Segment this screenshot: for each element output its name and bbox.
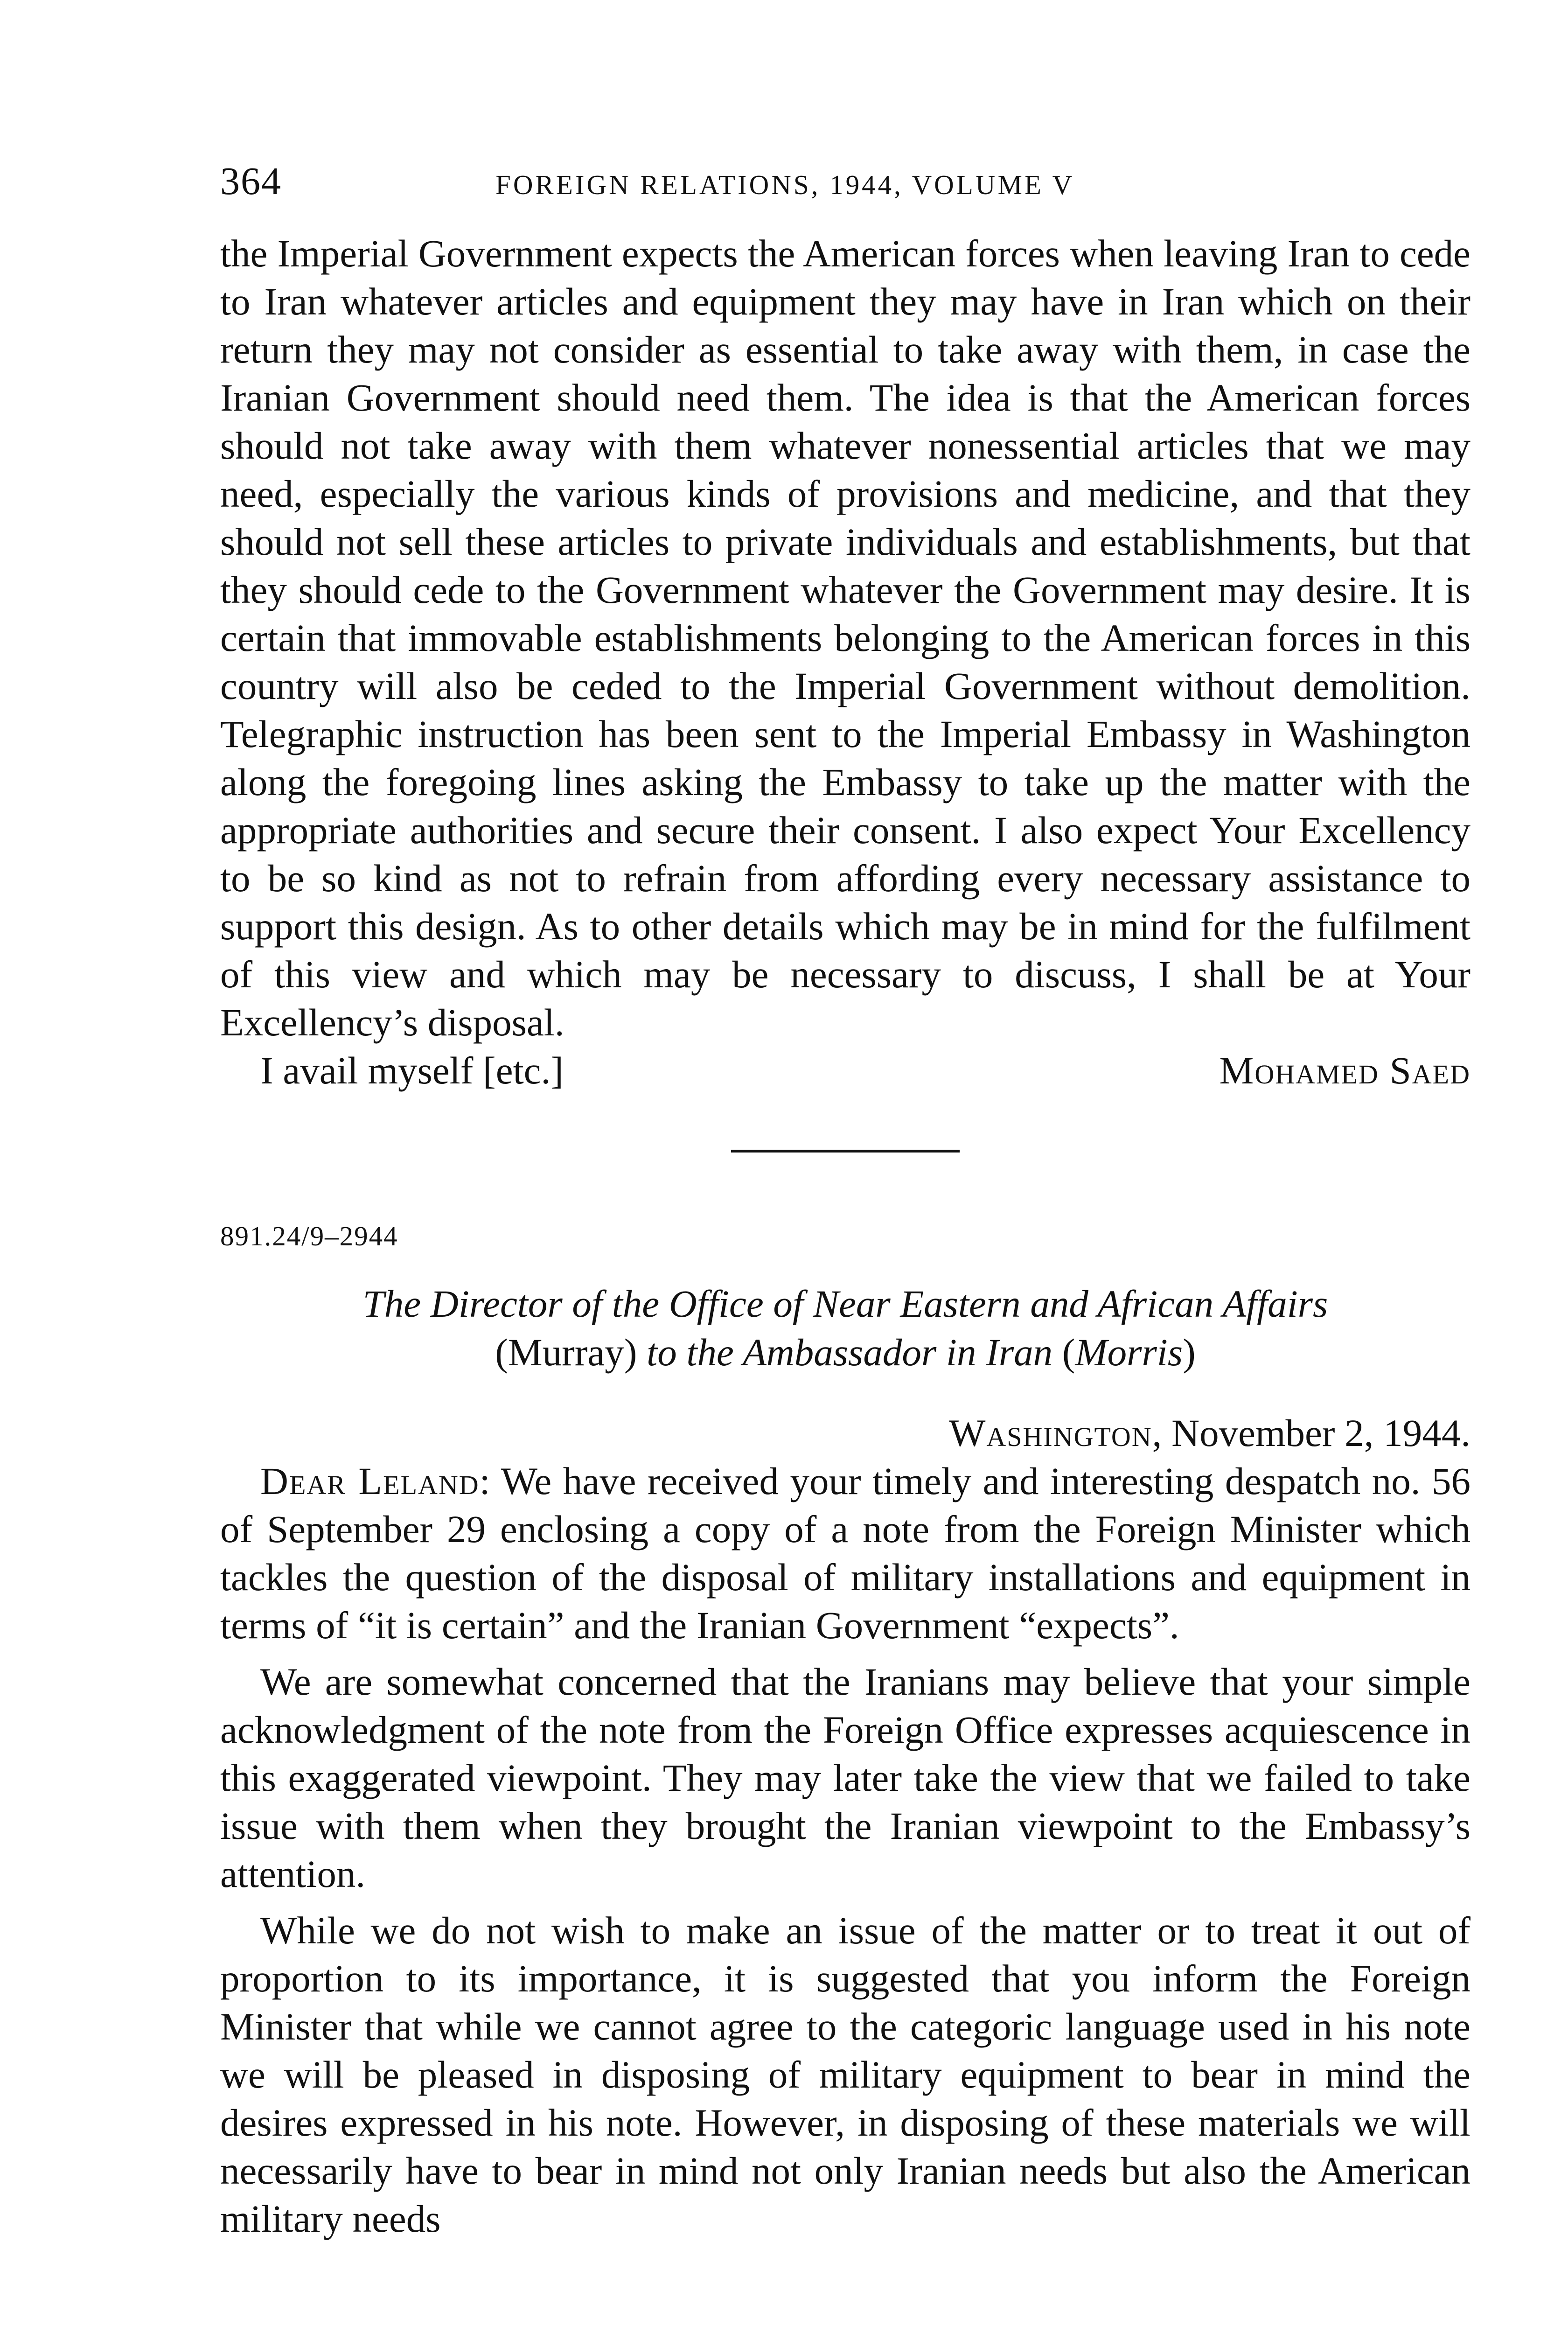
title-paren-open: (Murray	[495, 1331, 624, 1374]
title-paren-close-2: )	[1183, 1331, 1196, 1374]
title-recipient: to the Ambassador in Iran	[637, 1331, 1062, 1374]
file-number: 891.24/9–2944	[220, 1221, 398, 1251]
letter-paragraph-2: We are somewhat concerned that the Iranians may believe that your simple acknowledgment of the note from the Foreign Office expresses acquiescence in this exaggerated viewpoint. They may later take the view that we failed to take issue with them when they brought the Iranian viewpoint to the Embassy’s attention.	[220, 1660, 1470, 1895]
title-line-1: The Director of the Office of Near Eastern and African Affairs	[362, 1282, 1328, 1325]
dateline-date: , November 2, 1944.	[1152, 1411, 1470, 1454]
dateline	[220, 1409, 1470, 1457]
page-number: 364	[220, 160, 282, 203]
title-line-2	[276, 1328, 1415, 1376]
page-header	[220, 159, 1470, 210]
section-divider	[731, 1150, 960, 1153]
title-paren-open-2: (	[1062, 1331, 1075, 1374]
title-recipient-name: Morris	[1075, 1331, 1183, 1374]
continued-note-paragraph: the Imperial Government expects the American forces when leaving Iran to cede to Iran whatever articles and equipment they may have in Iran which on their return they may not consider as essential to take away with them, in case the Iranian Government should need them. The idea is that the American forces should not take away with them whatever nonessential articles that we may need, especially the various kinds of provisions and medicine, and that they should not sell these articles to private individuals and establishments, but that they should cede to the Government whatever the Government may desire. It is certain that immovable establishments belonging to the American forces in this country will also be ceded to the Imperial Government without demolition. Telegraphic instruction has been sent to the Imperial Embassy in Washington along the foregoing lines asking the Embassy to take up the matter with the appropriate authorities and secure their consent. I also expect Your Excellency to be so kind as not to refrain from affording every necessary assistance to support this design. As to other details which may be in mind for the fulfilment of this view and which may be necessary to discuss, I shall be at Your Excellency’s disposal.	[220, 232, 1470, 1044]
signature: Mohamed Saed	[1219, 1049, 1470, 1092]
letter-paragraph-1	[220, 1457, 1470, 1649]
dateline-place: Washington	[949, 1411, 1152, 1454]
closing-text: I avail myself [etc.]	[260, 1049, 564, 1092]
running-head: FOREIGN RELATIONS, 1944, VOLUME V	[495, 169, 1075, 200]
title-paren-close: )	[624, 1331, 637, 1374]
letter-paragraph-1-text: : We have received your timely and interesting despatch no. 56 of September 29 enclosing a copy of a note from the Foreign Minister which tackles the question of the disposal of military installations and equipment in terms of “it is certain” and the Iranian Government “expects”.	[220, 1460, 1471, 1647]
letter-paragraph-3: While we do not wish to make an issue of the matter or to treat it out of proportion to its importance, it is suggested that you inform the Foreign Minister that while we cannot agree to the categoric language used in his note we will be pleased in disposing of military equipment to bear in mind the desires expressed in his note. However, in disposing of these materials we will necessarily have to bear in mind not only Iranian needs but also the American military needs	[220, 1909, 1470, 2240]
closing-line	[220, 1047, 1470, 1095]
document-title	[220, 1279, 1470, 1376]
document-page	[220, 159, 1470, 2243]
salutation: Dear Leland	[260, 1460, 480, 1502]
